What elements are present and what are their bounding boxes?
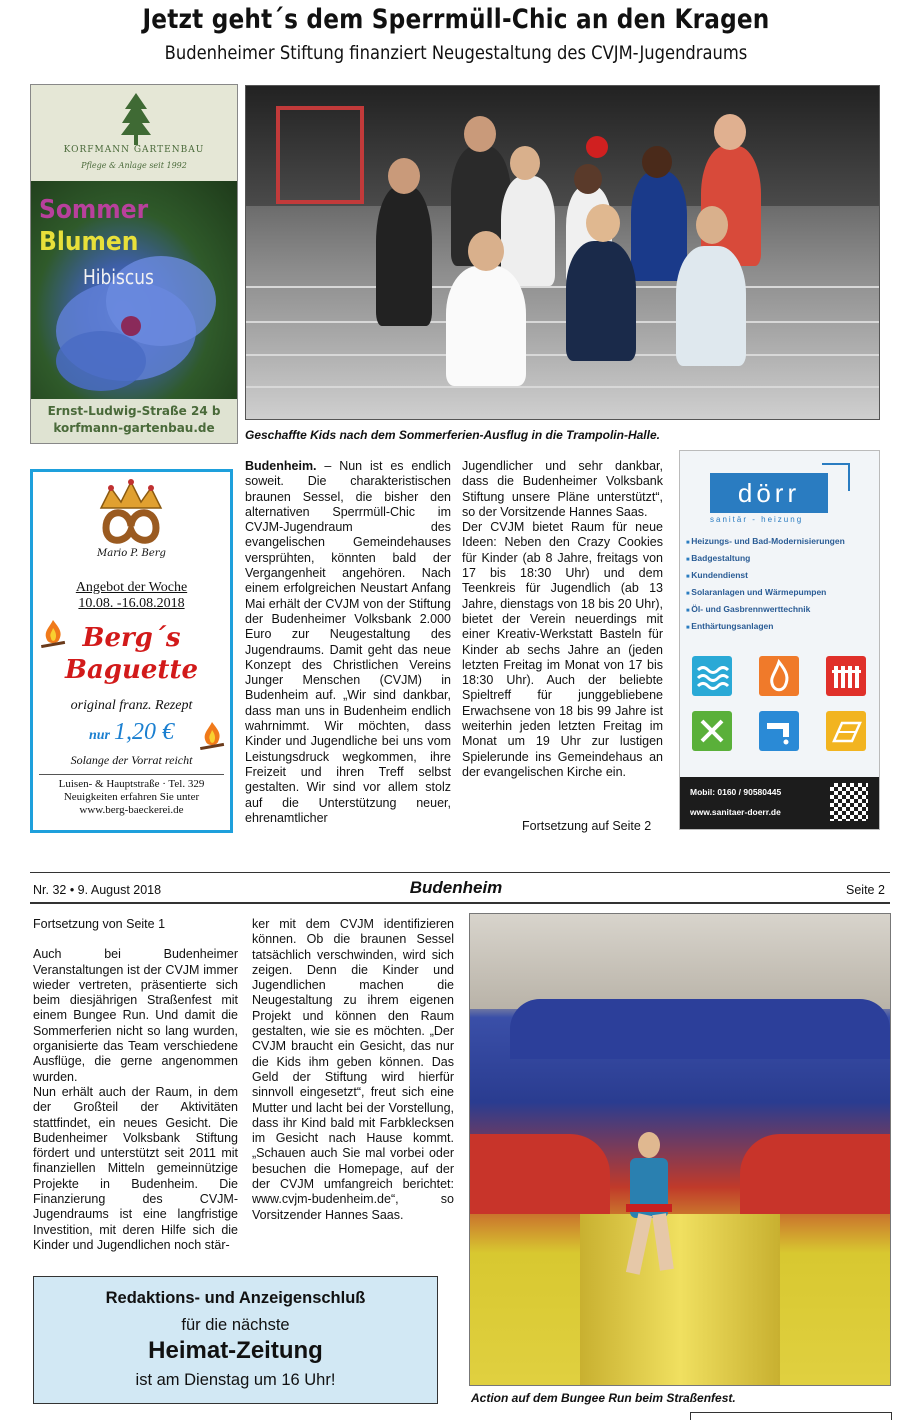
doerr-logo	[702, 461, 852, 524]
article-text-3a: Auch bei Budenheimer Veranstaltungen ist der CVJM immer wieder vertreten, präsentierte sich beim diesjährigen Straßenfest mit einem Bungee Run. Und damit die Sommerferien nicht so lang wurden, organisierte das Team verschiedene Ausflüge, die gerne angenommen wurden.	[33, 947, 238, 1084]
ad-berg	[30, 469, 233, 833]
deadline-line3: Heimat-Zeitung	[148, 1337, 323, 1364]
article-column-4	[252, 917, 454, 1223]
berg-footer-info: Neuigkeiten erfahren Sie unter	[63, 791, 200, 803]
article-text-2a: Jugendlicher und sehr dankbar, dass die Budenheimer Volksbank Stiftung unsere Pläne unterstützt“, so der Vorsitzende Hannes Saas.	[462, 459, 663, 519]
berg-signature: Mario P. Berg	[97, 548, 166, 559]
berg-footer-web: www.berg-baeckerei.de	[79, 804, 184, 816]
doerr-services	[686, 533, 845, 635]
ad-korfmann-header	[31, 85, 237, 181]
doerr-service-item: ■ Enthärtungsanlagen	[686, 618, 845, 635]
berg-offer	[33, 580, 230, 612]
berg-offer-dates: 10.08. -16.08.2018	[78, 596, 185, 611]
article-dateline: Budenheim.	[245, 459, 317, 473]
berg-divider	[39, 774, 224, 775]
berg-note: Solange der Vorrat reicht	[70, 753, 193, 767]
doerr-service-item: ■ Öl- und Gasbrennwerttechnik	[686, 601, 845, 618]
article-column-1	[245, 459, 451, 826]
doerr-service-item: ■ Kundendienst	[686, 567, 845, 584]
korfmann-word-sommer: Sommer	[39, 195, 149, 225]
subheadline: Budenheimer Stiftung finanziert Neugestaltung des CVJM-Jugendraums	[164, 42, 748, 64]
radiator-icon	[826, 656, 866, 696]
deadline-line1: Redaktions- und Anzeigenschluß	[105, 1289, 366, 1307]
berg-product-line1: Berg´s	[82, 623, 181, 653]
berg-product	[33, 622, 230, 686]
page2-town: Budenheim	[409, 878, 503, 897]
headline: Jetzt geht´s dem Sperrmüll-Chic an den Kragen	[142, 4, 770, 35]
solar-panel-icon	[826, 711, 866, 751]
deadline-line2: für die nächste	[181, 1316, 290, 1334]
tools-icon	[692, 711, 732, 751]
article-column-3	[33, 917, 238, 1253]
doerr-service-item: ■ Heizungs- und Bad-Modernisierungen	[686, 533, 845, 550]
article-text-4: ker mit dem CVJM identifizieren können. Ob die braunen Sessel tatsächlich verschwinden, wird sich zeigen. Denn die Kinder und Jugendlichen machen die Neugestaltung zu ihrem eigenen Projekt und können den Raum gestalten, wie sie es möchten. „Der CVJM braucht ein Gesicht, das nur die Kids ihm geben können. Das Geld der Stiftung wird hierfür sinnvoll eingesetzt“, freut sich eine Mutter und lacht bei der Vorstellung, dass ihr Kind bald mit Farbklecksen im Gesicht nach Hause kommt. „Schauen auch Sie mal vorbei oder besuchen die Homepage, auf der der CVJM umfangreich berichtet: www.cvjm-budenheim.de“, so Vorsitzender Hannes Saas.	[252, 917, 454, 1222]
berg-footer-address: Luisen- & Hauptstraße · Tel. 329	[58, 778, 205, 790]
page2-page-number: Seite 2	[846, 883, 885, 897]
child-head	[638, 1132, 660, 1158]
berg-price-prefix: nur	[88, 728, 111, 743]
korfmann-tagline: Pflege & Anlage seit 1992	[81, 161, 187, 170]
doerr-web: www.sanitaer-doerr.de	[690, 807, 781, 817]
doerr-service-item: ■ Badgestaltung	[686, 550, 845, 567]
article-text-3b: Nun erhält auch der Raum, in dem der Großteil der Aktivitäten stattfindet, ein neues Gesicht. Die Budenheimer Volksbank Stiftung fördert und unterstützt seit 2011 mit finanziellen Mitteln gemeinnützige Projekte in Budenheim. Die Finanzierung des CVJM-Jugendraums ist eine langfristige Investition, mit deren Hilfe sich die Kinder und Jugendlichen noch stär-	[33, 1084, 238, 1252]
korfmann-address	[31, 403, 237, 437]
page2-issue: Nr. 32 • 9. August 2018	[33, 883, 162, 897]
article-column-2	[462, 459, 663, 780]
berg-product-line2: Baguette	[64, 655, 198, 685]
qr-code-icon	[830, 783, 868, 821]
photo-bottom-caption: Action auf dem Bungee Run beim Straßenfest.	[471, 1391, 736, 1405]
doerr-mobile: Mobil: 0160 / 90580445	[690, 787, 782, 797]
article-continued: Fortsetzung auf Seite 2	[522, 819, 652, 833]
korfmann-word-hibiscus: Hibiscus	[83, 265, 154, 289]
ad-korfmann	[30, 84, 238, 444]
crown-pretzel-icon	[91, 478, 171, 548]
article-text-2b: Der CVJM bietet Raum für neue Ideen: Neben den Crazy Cookies für Kinder (ab 8 Jahre, freitags von 17 bis 18:30 Uhr) und dem Teenkreis für Jugendlich (ab 13 Jahre, dienstags von 18 bis 20 Uhr), bietet der Verein neuerdings mit einer Kreativ-Werkstatt Basteln für Kinder ab sechs Jahre an (jeden letzten Freitag im Monat von 17 bis 18:30 Uhr). Auch der beliebte Spieltreff für junggebliebene Erwachsene von 18 bis 99 Jahre ist weiterhin jeden letzten Freitag im Monat um 19 Uhr zur lustigen Spielerunde ins Gemeindehaus an der evangelischen Kirche ein.	[462, 520, 663, 779]
trampoline-group-photo	[245, 85, 880, 420]
berg-price-value: 1,20 €	[114, 719, 175, 745]
berg-price	[33, 719, 230, 746]
bungee-run-photo	[469, 913, 891, 1386]
page2-rule-bottom	[30, 902, 890, 904]
doerr-logo-text: dörr	[710, 473, 828, 513]
photo-top-caption: Geschaffte Kids nach dem Sommerferien-Ausflug in die Trampolin-Halle.	[245, 428, 660, 442]
korfmann-street: Ernst-Ludwig-Straße 24 b	[47, 404, 221, 418]
deadline-box	[33, 1276, 438, 1404]
flame-icon	[759, 656, 799, 696]
korfmann-brand: KORFMANN GARTENBAU	[63, 145, 205, 155]
ad-doerr	[679, 450, 880, 830]
korfmann-word-blumen: Blumen	[39, 227, 139, 257]
korfmann-web: korfmann-gartenbau.de	[53, 421, 215, 435]
doerr-contact-bar	[680, 777, 879, 829]
article-text-1: – Nun ist es endlich soweit. Die charakteristischen braunen Sessel, die bisher den alternativen Sperrmüll-Chic im CVJM-Jugendraum des evangelischen Gemeindehauses versprühten, könnten bald der Vergangenheit angehören. Nach einem erfolgreichen Neustart Anfang Mai erhält der CVJM von der Stiftung der Budenheimer Volksbank 2.000 Euro zur Neugestaltung des Jugendraums. Damit geht das neue Konzept des Christlichen Vereins Junger Menschen (CVJM) in Budenheim auf. „Wir sind dankbar, dass man uns in Budenheim endlich wahrnimmt. Wir möchten, dass Kinder und Jugendliche bei uns vom Leistungsdruck wegkommen, ihre Freizeit und ihren Treff selbst gestalten. Wir sind vor allem stolz auf die Unterstützung neuer, ehrenamtlicher	[245, 459, 451, 825]
deadline-line4: ist am Dienstag um 16 Uhr!	[135, 1371, 336, 1389]
article-continued-from: Fortsetzung von Seite 1	[33, 917, 166, 931]
tree-icon	[119, 91, 153, 147]
faucet-icon	[759, 711, 799, 751]
doerr-service-item: ■ Solaranlagen und Wärmepumpen	[686, 584, 845, 601]
berg-offer-title: Angebot der Woche	[75, 580, 188, 595]
berg-recipe: original franz. Rezept	[70, 698, 193, 713]
berg-footer	[33, 778, 230, 817]
doerr-logo-subtitle: sanitär - heizung	[710, 515, 804, 524]
water-waves-icon	[692, 656, 732, 696]
page2-rule-top	[30, 872, 890, 873]
